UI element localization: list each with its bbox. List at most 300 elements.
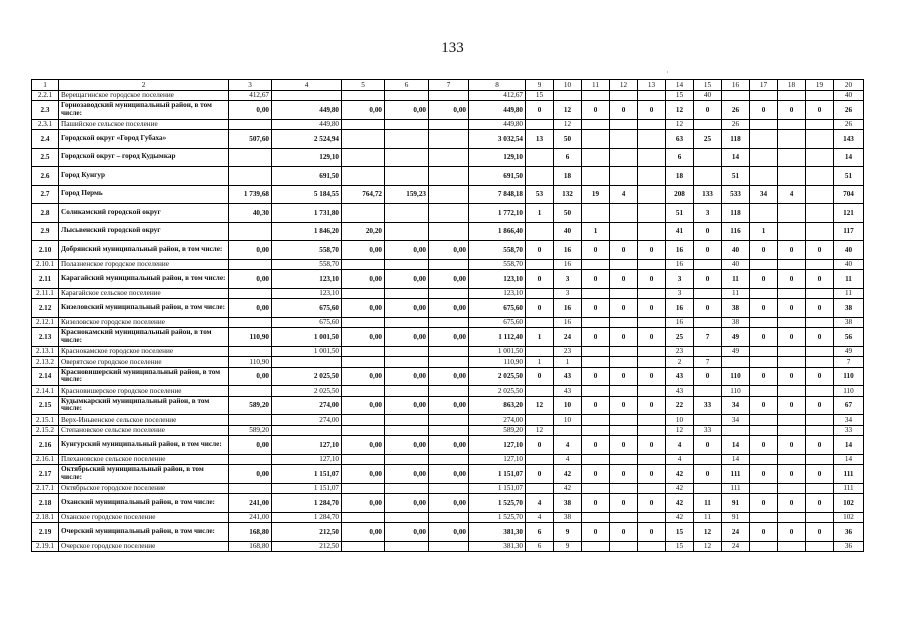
value-cell	[638, 357, 666, 368]
value-cell: 558,70	[469, 241, 526, 260]
value-cell	[526, 386, 554, 397]
value-cell	[582, 259, 610, 270]
value-cell: 0	[778, 436, 806, 455]
value-cell	[526, 119, 554, 130]
value-cell: 0	[582, 465, 610, 484]
value-cell: 20,20	[342, 222, 385, 241]
value-cell: 0	[610, 523, 638, 542]
value-cell	[806, 386, 834, 397]
value-cell	[694, 415, 722, 426]
value-cell	[778, 288, 806, 299]
value-cell: 14	[722, 148, 750, 167]
value-cell: 449,80	[272, 119, 342, 130]
value-cell: 43	[554, 386, 582, 397]
value-cell	[385, 148, 429, 167]
value-cell: 23	[666, 346, 694, 357]
value-cell	[429, 259, 469, 270]
value-cell: 12	[694, 541, 722, 552]
value-cell: 0	[610, 396, 638, 415]
value-cell: 63	[666, 130, 694, 149]
value-cell	[806, 167, 834, 186]
value-cell: 1 772,10	[469, 204, 526, 223]
value-cell	[750, 415, 778, 426]
value-cell: 0	[750, 270, 778, 289]
value-cell: 50	[554, 130, 582, 149]
value-cell: 0	[694, 101, 722, 120]
value-cell	[806, 357, 834, 368]
value-cell	[722, 90, 750, 101]
value-cell: 0	[750, 328, 778, 347]
data-table	[31, 79, 864, 552]
value-cell: 7	[834, 357, 864, 368]
value-cell	[342, 425, 385, 436]
value-cell: 863,20	[469, 396, 526, 415]
value-cell	[610, 483, 638, 494]
value-cell	[582, 483, 610, 494]
value-cell	[610, 317, 638, 328]
row-code-cell: 2.10	[32, 241, 59, 260]
value-cell: 412,67	[229, 90, 272, 101]
table-row-total	[32, 396, 864, 415]
value-cell: 0	[610, 101, 638, 120]
value-cell: 34	[834, 415, 864, 426]
value-cell: 4	[554, 436, 582, 455]
value-cell	[638, 317, 666, 328]
value-cell: 25	[694, 130, 722, 149]
row-code-cell: 2.4	[32, 130, 59, 149]
value-cell	[229, 288, 272, 299]
value-cell: 127,10	[469, 454, 526, 465]
value-cell	[778, 346, 806, 357]
row-code-cell: 2.7	[32, 185, 59, 204]
value-cell: 0	[806, 101, 834, 120]
row-name-cell: Карагайский муниципальный район, в том числе:	[59, 270, 229, 289]
value-cell: 0,00	[229, 101, 272, 120]
value-cell	[429, 119, 469, 130]
value-cell: 0,00	[385, 241, 429, 260]
row-name-cell: Оверятское городское поселение	[59, 357, 229, 368]
row-code-cell: 2.9	[32, 222, 59, 241]
value-cell: 14	[834, 148, 864, 167]
value-cell: 42	[666, 483, 694, 494]
value-cell: 14	[722, 454, 750, 465]
value-cell	[610, 454, 638, 465]
row-name-cell: Красновишерское городское поселение	[59, 386, 229, 397]
table-row	[32, 288, 864, 299]
row-name-cell: Горнозаводский муниципальный район, в том числе:	[59, 101, 229, 120]
table-row	[32, 454, 864, 465]
value-cell	[778, 204, 806, 223]
value-cell: 0	[750, 367, 778, 386]
value-cell	[694, 483, 722, 494]
value-cell	[778, 512, 806, 523]
value-cell	[272, 425, 342, 436]
value-cell: 127,10	[272, 454, 342, 465]
value-cell: 33	[694, 396, 722, 415]
value-cell	[778, 425, 806, 436]
value-cell	[750, 288, 778, 299]
value-cell	[722, 425, 750, 436]
value-cell	[385, 288, 429, 299]
value-cell: 0	[750, 436, 778, 455]
value-cell	[385, 425, 429, 436]
value-cell: 0,00	[229, 436, 272, 455]
value-cell	[778, 90, 806, 101]
value-cell	[806, 415, 834, 426]
value-cell: 0,00	[429, 299, 469, 318]
table-row-total	[32, 241, 864, 260]
value-cell: 40	[722, 241, 750, 260]
table-row	[32, 541, 864, 552]
value-cell: 0,00	[342, 494, 385, 513]
value-cell: 0,00	[385, 101, 429, 120]
value-cell: 0	[694, 241, 722, 260]
column-header: 7	[429, 80, 469, 91]
value-cell: 0,00	[429, 367, 469, 386]
value-cell: 0	[806, 436, 834, 455]
value-cell: 10	[554, 396, 582, 415]
row-name-cell: Кизеловское городское поселение	[59, 317, 229, 328]
value-cell	[342, 454, 385, 465]
table-row	[32, 90, 864, 101]
row-name-cell: Красновишерский муниципальный район, в том числе:	[59, 367, 229, 386]
row-code-cell: 2.16.1	[32, 454, 59, 465]
row-name-cell: Кизеловский муниципальный район, в том числе:	[59, 299, 229, 318]
value-cell	[429, 90, 469, 101]
value-cell: 123,10	[469, 288, 526, 299]
value-cell: 7	[694, 328, 722, 347]
value-cell	[229, 317, 272, 328]
value-cell	[806, 288, 834, 299]
row-name-cell: Кунгурский муниципальный район, в том числе:	[59, 436, 229, 455]
value-cell: 0,00	[385, 465, 429, 484]
column-header: 15	[694, 80, 722, 91]
value-cell	[638, 148, 666, 167]
value-cell: 116	[722, 222, 750, 241]
value-cell: 111	[722, 483, 750, 494]
value-cell: 15	[526, 90, 554, 101]
value-cell	[750, 119, 778, 130]
value-cell	[526, 415, 554, 426]
row-name-cell: Пашийское сельское поселение	[59, 119, 229, 130]
value-cell	[750, 357, 778, 368]
value-cell: 11	[834, 288, 864, 299]
value-cell	[778, 357, 806, 368]
value-cell: 0	[582, 241, 610, 260]
value-cell: 51	[722, 167, 750, 186]
value-cell: 0,00	[342, 101, 385, 120]
value-cell: 1 151,07	[272, 483, 342, 494]
value-cell	[229, 454, 272, 465]
value-cell	[429, 425, 469, 436]
value-cell: 102	[834, 512, 864, 523]
value-cell: 18	[554, 167, 582, 186]
value-cell: 18	[666, 167, 694, 186]
value-cell	[582, 346, 610, 357]
value-cell: 42	[666, 512, 694, 523]
value-cell: 1 525,70	[469, 512, 526, 523]
value-cell: 0	[610, 465, 638, 484]
value-cell	[429, 204, 469, 223]
value-cell: 0	[778, 523, 806, 542]
value-cell	[526, 222, 554, 241]
value-cell: 0	[750, 396, 778, 415]
value-cell: 118	[722, 130, 750, 149]
value-cell: 0,00	[429, 523, 469, 542]
value-cell	[750, 130, 778, 149]
table-body	[32, 80, 864, 552]
value-cell: 675,60	[469, 317, 526, 328]
row-name-cell: Очерский муниципальный район, в том числе:	[59, 523, 229, 542]
value-cell	[806, 541, 834, 552]
table-row	[32, 483, 864, 494]
value-cell	[806, 483, 834, 494]
table-row-total	[32, 167, 864, 186]
column-header: 16	[722, 80, 750, 91]
value-cell: 36	[834, 523, 864, 542]
value-cell	[385, 483, 429, 494]
value-cell: 0,00	[385, 436, 429, 455]
value-cell: 111	[834, 483, 864, 494]
value-cell	[272, 357, 342, 368]
value-cell: 0,00	[385, 367, 429, 386]
value-cell: 159,23	[385, 185, 429, 204]
column-header: 13	[638, 80, 666, 91]
column-header: 3	[229, 80, 272, 91]
value-cell: 0,00	[342, 328, 385, 347]
value-cell	[429, 483, 469, 494]
value-cell: 168,80	[229, 541, 272, 552]
value-cell: 241,00	[229, 494, 272, 513]
row-name-cell: Городской округ «Город Губаха»	[59, 130, 229, 149]
table-row	[32, 425, 864, 436]
value-cell: 1	[526, 328, 554, 347]
value-cell	[582, 317, 610, 328]
page-number: 133	[441, 40, 464, 56]
value-cell: 1 001,50	[272, 328, 342, 347]
value-cell: 91	[722, 512, 750, 523]
row-code-cell: 2.19.1	[32, 541, 59, 552]
value-cell: 38	[722, 299, 750, 318]
value-cell	[526, 346, 554, 357]
value-cell	[750, 512, 778, 523]
value-cell: 43	[666, 367, 694, 386]
value-cell: 56	[834, 328, 864, 347]
value-cell: 15	[666, 541, 694, 552]
value-cell: 0,00	[429, 494, 469, 513]
table-row	[32, 357, 864, 368]
value-cell: 1 739,68	[229, 185, 272, 204]
value-cell: 1	[554, 357, 582, 368]
value-cell	[342, 483, 385, 494]
value-cell: 34	[722, 396, 750, 415]
value-cell	[229, 483, 272, 494]
value-cell: 10	[666, 415, 694, 426]
row-name-cell: Соликамский городской округ	[59, 204, 229, 223]
value-cell	[342, 541, 385, 552]
table-row	[32, 119, 864, 130]
value-cell: 0	[750, 241, 778, 260]
value-cell: 3	[666, 288, 694, 299]
value-cell: 3	[666, 270, 694, 289]
table-row	[32, 415, 864, 426]
row-name-cell: Октябрьский муниципальный район, в том числе:	[59, 465, 229, 484]
value-cell	[750, 346, 778, 357]
value-cell	[610, 119, 638, 130]
value-cell	[750, 541, 778, 552]
row-name-cell: Краснокамский муниципальный район, в том числе:	[59, 328, 229, 347]
value-cell: 118	[722, 204, 750, 223]
value-cell: 0	[694, 299, 722, 318]
table-row-total	[32, 222, 864, 241]
value-cell: 0	[582, 270, 610, 289]
value-cell: 110	[834, 367, 864, 386]
column-header: 18	[778, 80, 806, 91]
row-name-cell: Карагайское сельское поселение	[59, 288, 229, 299]
value-cell	[638, 259, 666, 270]
value-cell: 102	[834, 494, 864, 513]
value-cell: 0	[582, 436, 610, 455]
row-code-cell: 2.2.1	[32, 90, 59, 101]
value-cell: 127,10	[469, 436, 526, 455]
value-cell: 6	[666, 148, 694, 167]
value-cell: 11	[694, 512, 722, 523]
value-cell	[385, 167, 429, 186]
value-cell: 129,10	[469, 148, 526, 167]
value-cell: 1 866,40	[469, 222, 526, 241]
value-cell	[806, 148, 834, 167]
value-cell	[778, 148, 806, 167]
value-cell	[806, 119, 834, 130]
value-cell	[750, 204, 778, 223]
value-cell: 0	[526, 270, 554, 289]
value-cell: 19	[582, 185, 610, 204]
value-cell: 0	[610, 241, 638, 260]
value-cell: 1 151,07	[469, 465, 526, 484]
value-cell: 0	[638, 367, 666, 386]
table-row-total	[32, 204, 864, 223]
value-cell: 16	[554, 317, 582, 328]
value-cell: 111	[722, 465, 750, 484]
value-cell	[694, 346, 722, 357]
row-name-cell: Городской округ – город Кудымкар	[59, 148, 229, 167]
value-cell	[638, 222, 666, 241]
table-row-total	[32, 523, 864, 542]
column-header: 4	[272, 80, 342, 91]
value-cell	[638, 415, 666, 426]
table-row	[32, 346, 864, 357]
value-cell: 14	[722, 436, 750, 455]
value-cell: 14	[834, 454, 864, 465]
value-cell	[385, 204, 429, 223]
value-cell: 5 184,55	[272, 185, 342, 204]
value-cell: 22	[666, 396, 694, 415]
table-row-total	[32, 148, 864, 167]
value-cell: 0,00	[429, 396, 469, 415]
value-cell: 110,90	[469, 357, 526, 368]
value-cell	[638, 386, 666, 397]
column-header: 19	[806, 80, 834, 91]
value-cell	[429, 288, 469, 299]
value-cell: 110,90	[229, 328, 272, 347]
value-cell: 0	[638, 101, 666, 120]
value-cell: 6	[526, 523, 554, 542]
value-cell: 49	[722, 328, 750, 347]
value-cell	[342, 204, 385, 223]
value-cell: 1	[526, 357, 554, 368]
row-name-cell: Оханское городское поселение	[59, 512, 229, 523]
row-code-cell: 2.11.1	[32, 288, 59, 299]
value-cell	[582, 512, 610, 523]
value-cell: 23	[554, 346, 582, 357]
value-cell	[638, 512, 666, 523]
value-cell: 38	[554, 512, 582, 523]
value-cell: 212,50	[272, 541, 342, 552]
value-cell: 12	[666, 425, 694, 436]
value-cell	[610, 90, 638, 101]
value-cell	[342, 415, 385, 426]
value-cell: 16	[554, 299, 582, 318]
value-cell	[526, 317, 554, 328]
table-row	[32, 512, 864, 523]
value-cell: 132	[554, 185, 582, 204]
value-cell	[342, 90, 385, 101]
value-cell	[582, 204, 610, 223]
value-cell	[806, 204, 834, 223]
value-cell	[638, 483, 666, 494]
value-cell: 24	[722, 541, 750, 552]
value-cell: 381,30	[469, 523, 526, 542]
value-cell: 675,60	[272, 299, 342, 318]
value-cell: 24	[554, 328, 582, 347]
value-cell: 675,60	[469, 299, 526, 318]
row-code-cell: 2.16	[32, 436, 59, 455]
value-cell: 0	[806, 465, 834, 484]
value-cell	[526, 288, 554, 299]
value-cell: 0,00	[229, 299, 272, 318]
value-cell: 589,20	[229, 425, 272, 436]
value-cell: 0,00	[342, 523, 385, 542]
value-cell	[429, 130, 469, 149]
value-cell	[806, 346, 834, 357]
value-cell: 1 001,50	[272, 346, 342, 357]
value-cell: 0	[750, 101, 778, 120]
value-cell: 0,00	[342, 367, 385, 386]
value-cell: 12	[694, 523, 722, 542]
value-cell	[342, 288, 385, 299]
value-cell	[806, 90, 834, 101]
value-cell	[582, 541, 610, 552]
table-row	[32, 317, 864, 328]
value-cell	[229, 119, 272, 130]
row-code-cell: 2.17	[32, 465, 59, 484]
value-cell	[610, 204, 638, 223]
value-cell	[429, 415, 469, 426]
value-cell: 0,00	[385, 523, 429, 542]
table-row	[32, 386, 864, 397]
row-code-cell: 2.3	[32, 101, 59, 120]
value-cell	[526, 167, 554, 186]
value-cell: 110	[834, 386, 864, 397]
value-cell: 0,00	[385, 270, 429, 289]
value-cell	[429, 512, 469, 523]
value-cell: 4	[666, 454, 694, 465]
value-cell	[638, 541, 666, 552]
value-cell	[638, 454, 666, 465]
value-cell: 1 284,70	[272, 512, 342, 523]
value-cell: 0,00	[385, 328, 429, 347]
value-cell: 51	[666, 204, 694, 223]
